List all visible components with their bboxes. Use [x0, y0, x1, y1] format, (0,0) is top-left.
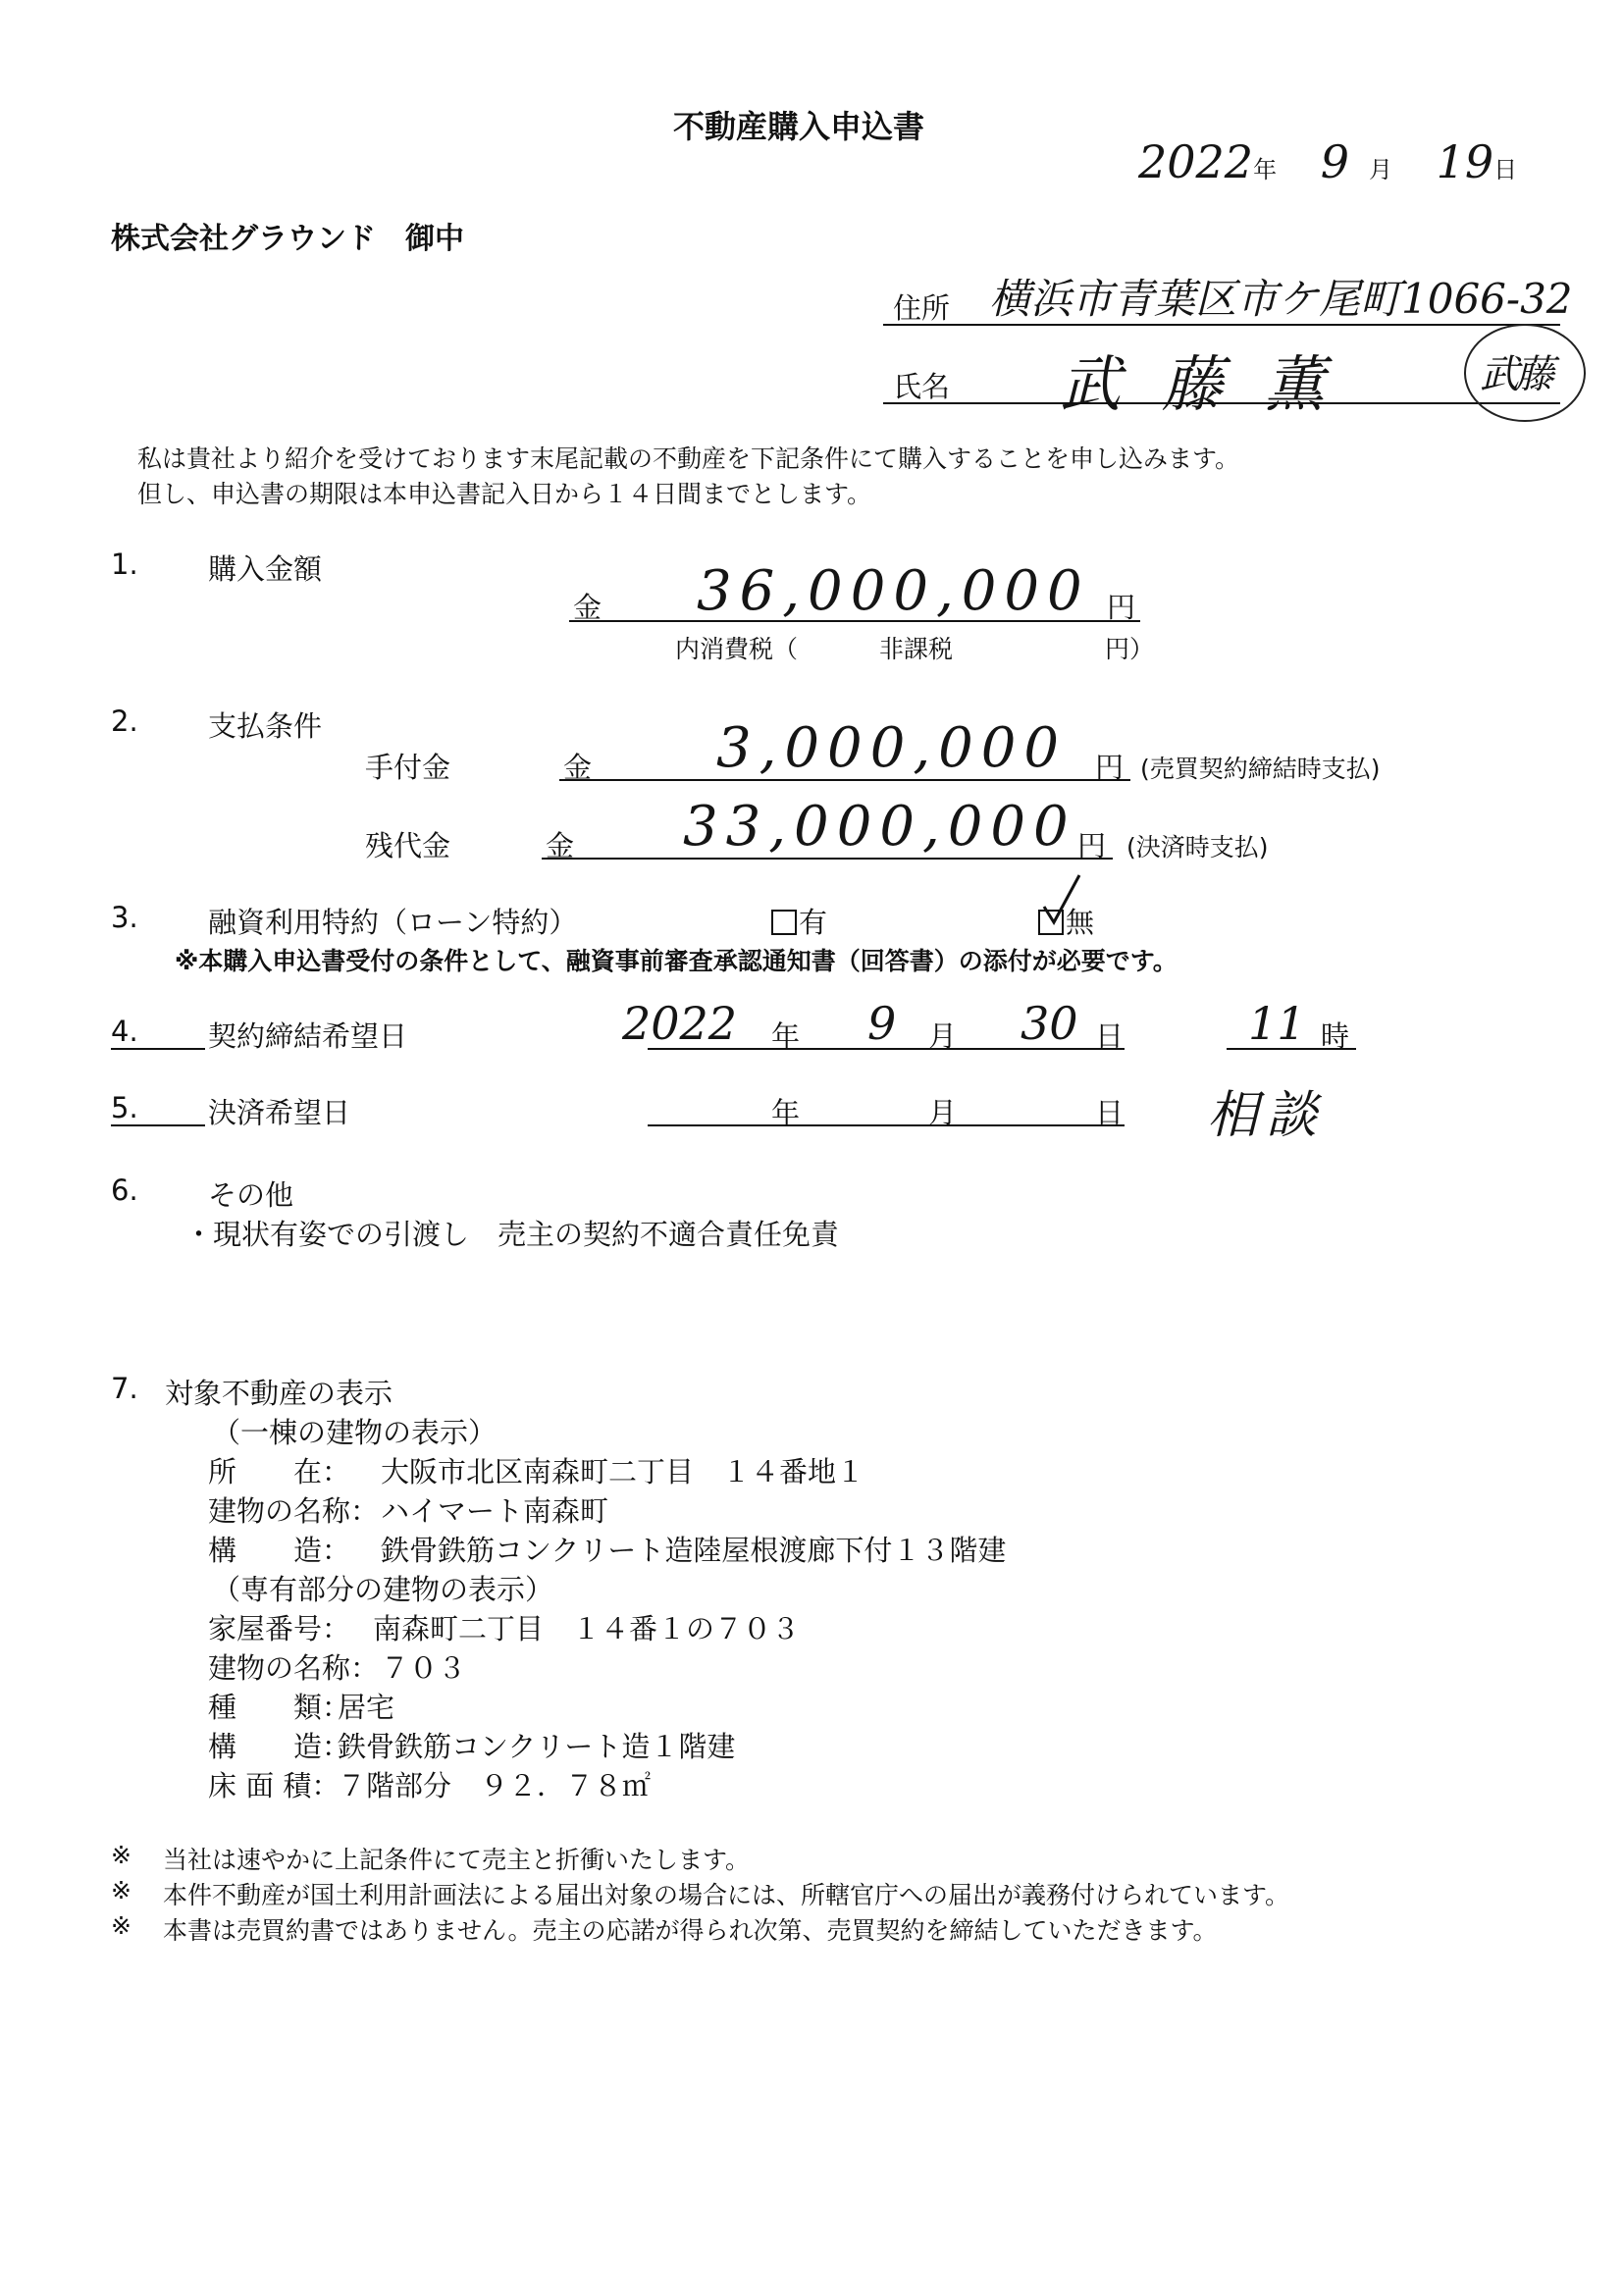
s5-number-underline — [111, 1124, 205, 1126]
building-header: （一棟の建物の表示） — [212, 1416, 497, 1449]
s1-number: 1. — [111, 548, 138, 581]
deposit-note: (売買契約締結時支払) — [1140, 755, 1381, 783]
type-label: 種 類： — [208, 1691, 351, 1724]
footnote-1: 当社は速やかに上記条件にて売主と折衝いたします。 — [163, 1846, 751, 1874]
s6-item: ・現状有姿での引渡し 売主の契約不適合責任免責 — [184, 1218, 840, 1251]
s1-yen: 円 — [1107, 591, 1136, 624]
contract-hour-unit: 時 — [1321, 1019, 1350, 1053]
s3-label: 融資利用特約（ローン特約） — [208, 906, 578, 939]
unit-name-label: 建物の名称： — [208, 1651, 380, 1685]
s4-number-underline — [111, 1048, 205, 1050]
footnote-1-mark: ※ — [111, 1841, 131, 1869]
location-label: 所 在： — [208, 1455, 351, 1488]
s6-number: 6. — [111, 1174, 138, 1207]
settlement-month-unit: 月 — [928, 1096, 958, 1129]
deposit-label: 手付金 — [365, 751, 451, 784]
contract-year-unit: 年 — [771, 1019, 801, 1053]
address-label: 住所 — [893, 291, 951, 325]
balance-note: (決済時支払) — [1126, 833, 1269, 861]
floor-area-label: 床 面 積： — [208, 1769, 340, 1802]
contract-month-unit: 月 — [928, 1019, 958, 1053]
loan-option-yes[interactable] — [771, 901, 827, 941]
s7-number: 7. — [111, 1372, 138, 1405]
s1-underline — [569, 620, 1140, 622]
deposit-yen: 円 — [1095, 751, 1125, 784]
contract-date-underline — [648, 1048, 1125, 1050]
s7-label: 対象不動産の表示 — [165, 1377, 393, 1410]
contract-day: 30 — [1021, 997, 1078, 1050]
address-underline — [883, 324, 1560, 326]
s2-number: 2. — [111, 704, 138, 738]
type-value: 居宅 — [338, 1691, 395, 1724]
contract-hour-underline — [1227, 1048, 1356, 1050]
s1-tax-open: 内消費税（ — [675, 635, 799, 663]
address-value: 横浜市青葉区市ケ尾町1066-32 — [989, 275, 1573, 323]
house-number-value: 南森町二丁目 １４番１の７０３ — [373, 1612, 801, 1645]
balance-underline — [542, 858, 1113, 860]
balance-yen: 円 — [1077, 829, 1107, 862]
deposit-kin: 金 — [563, 751, 593, 784]
intro-line-2: 但し、申込書の期限は本申込書記入日から１４日間までとします。 — [137, 480, 872, 508]
date-year: 2022 — [1138, 135, 1254, 188]
s1-label: 購入金額 — [208, 552, 323, 586]
settlement-note: 相談 — [1207, 1086, 1326, 1145]
structure-value: 鉄骨鉄筋コンクリート造陸屋根渡廊下付１３階建 — [381, 1534, 1007, 1567]
s6-label: その他 — [208, 1178, 294, 1212]
date-month-unit: 月 — [1368, 156, 1392, 183]
deposit-underline — [559, 779, 1130, 781]
date-month: 9 — [1320, 135, 1349, 188]
loan-no-check-mark — [1038, 871, 1087, 930]
date-day-unit: 日 — [1493, 156, 1518, 183]
purchase-price: 36,000,000 — [697, 559, 1090, 623]
name-value: 武藤薫 — [1060, 348, 1367, 420]
name-underline — [883, 402, 1560, 404]
loan-yes-label: 有 — [799, 906, 828, 939]
s1-kin: 金 — [573, 591, 602, 624]
loan-yes-checkbox[interactable] — [771, 910, 797, 935]
s1-tax-close: 円） — [1105, 635, 1155, 663]
structure-label: 構 造： — [208, 1534, 351, 1567]
personal-seal — [1464, 324, 1586, 422]
floor-area-value: ７階部分 ９２．７８㎡ — [338, 1769, 652, 1802]
unit-structure-value: 鉄骨鉄筋コンクリート造１階建 — [338, 1730, 736, 1763]
document-title: 不動産購入申込書 — [673, 108, 925, 145]
unit-structure-label: 構 造： — [208, 1730, 351, 1763]
footnote-3: 本書は売買約書ではありません。売主の応諾が得られ次第、売買契約を締結していただきます。 — [163, 1916, 1218, 1945]
s2-label: 支払条件 — [208, 709, 323, 743]
s4-label: 契約締結希望日 — [208, 1019, 408, 1053]
location-value: 大阪市北区南森町二丁目 １４番地１ — [381, 1455, 865, 1488]
seal-text: 武藤 — [1480, 352, 1550, 397]
loan-no-label: 無 — [1066, 906, 1095, 939]
s5-number: 5. — [111, 1091, 138, 1124]
contract-month: 9 — [867, 997, 897, 1050]
settlement-day-unit: 日 — [1095, 1096, 1125, 1129]
footnote-3-mark: ※ — [111, 1911, 131, 1940]
unit-header: （専有部分の建物の表示） — [212, 1573, 554, 1606]
house-number-label: 家屋番号： — [208, 1612, 351, 1645]
balance-kin: 金 — [546, 829, 575, 862]
date-day: 19 — [1436, 135, 1494, 188]
name-label: 氏名 — [893, 370, 951, 403]
s4-number: 4. — [111, 1015, 138, 1048]
footnote-2: 本件不動産が国土利用計画法による届出対象の場合には、所轄官庁への届出が義務付けられています。 — [163, 1881, 1290, 1909]
s5-label: 決済希望日 — [208, 1096, 351, 1129]
addressee: 株式会社グラウンド 御中 — [111, 222, 464, 256]
date-year-unit: 年 — [1253, 156, 1278, 183]
footnote-2-mark: ※ — [111, 1876, 131, 1905]
deposit-amount: 3,000,000 — [716, 716, 1068, 780]
s3-number: 3. — [111, 901, 138, 934]
loan-note: ※本購入申込書受付の条件として、融資事前審査承認通知書（回答書）の添付が必要です。 — [175, 947, 1178, 975]
intro-line-1: 私は貴社より紹介を受けております末尾記載の不動産を下記条件にて購入することを申し込みます。 — [137, 444, 1240, 473]
balance-label: 残代金 — [365, 829, 451, 862]
unit-name-value: ７０３ — [381, 1651, 467, 1685]
contract-hour: 11 — [1248, 997, 1306, 1050]
application-date — [1138, 135, 1517, 188]
building-name-value: ハイマート南森町 — [381, 1494, 609, 1528]
s1-tax-value: 非課税 — [879, 635, 954, 663]
building-name-label: 建物の名称： — [208, 1494, 380, 1528]
settlement-year-unit: 年 — [771, 1096, 801, 1129]
balance-amount: 33,000,000 — [683, 795, 1076, 859]
contract-year: 2022 — [622, 997, 738, 1050]
settlement-date-underline — [648, 1124, 1125, 1126]
contract-day-unit: 日 — [1095, 1019, 1125, 1053]
